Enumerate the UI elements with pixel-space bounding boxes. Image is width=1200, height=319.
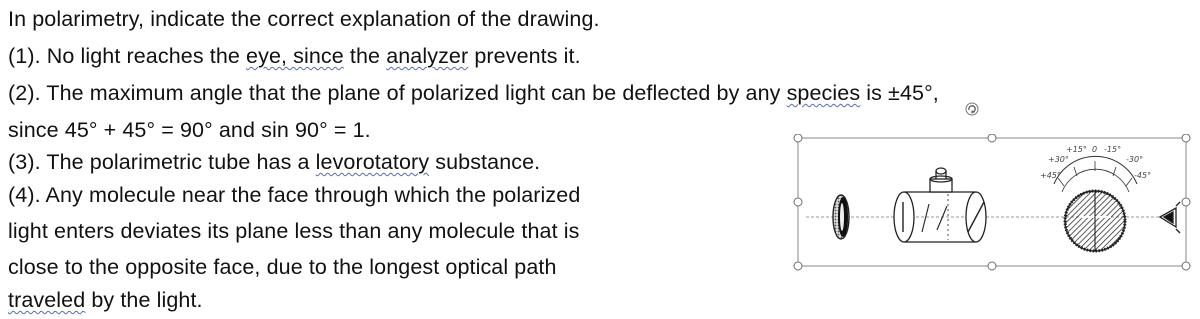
scale-label: -30° xyxy=(1126,155,1144,164)
scale-label: 0 xyxy=(1092,145,1098,154)
spellcheck-word: eye, since xyxy=(246,44,344,68)
option-1 xyxy=(8,41,581,71)
option-1-text-a: (1). No light reaches the xyxy=(8,44,247,68)
scale-label: -45° xyxy=(1134,171,1152,180)
polarimetric-tube xyxy=(894,168,986,242)
option-1-text-b: the xyxy=(343,44,387,68)
option-4-line-2: light enters deviates its plane less than any molecule that is xyxy=(8,219,580,243)
option-4-text-b: by the light. xyxy=(85,288,203,312)
option-4-line-4 xyxy=(8,285,203,315)
question-prompt: In polarimetry, indicate the correct explanation of the drawing. xyxy=(8,7,600,31)
option-2-text-b: is ±45°, xyxy=(860,81,939,105)
option-1-text-c: prevents it. xyxy=(468,44,581,68)
scale-label: +15° xyxy=(1066,145,1087,154)
option-3 xyxy=(8,147,540,177)
option-2-text-a: (2). The maximum angle that the plane of polarized light can be deflected by any xyxy=(8,81,787,105)
option-4-line-3: close to the opposite face, due to the longest optical path xyxy=(8,255,557,279)
polarizer xyxy=(833,195,849,239)
spellcheck-word: levorotatory xyxy=(315,150,430,174)
spellcheck-word: traveled xyxy=(8,288,86,312)
scale-label: +30° xyxy=(1048,155,1069,164)
scale-label: -15° xyxy=(1104,145,1122,154)
spellcheck-word: species xyxy=(786,81,861,105)
option-2-line-2: since 45° + 45° = 90° and sin 90° = 1. xyxy=(8,118,371,142)
option-3-text-a: (3). The polarimetric tube has a xyxy=(8,150,316,174)
polarimeter-figure[interactable] xyxy=(792,134,1192,272)
rotate-handle-icon[interactable] xyxy=(964,101,980,117)
scale-label: +45° xyxy=(1040,171,1061,180)
analyzer xyxy=(1054,156,1137,251)
spellcheck-word: analyzer xyxy=(386,44,469,68)
option-4-line-1: (4). Any molecule near the face through which the polarized xyxy=(8,183,581,207)
option-3-text-b: substance. xyxy=(429,150,541,174)
eye-icon xyxy=(1160,202,1180,233)
option-2 xyxy=(8,78,939,108)
